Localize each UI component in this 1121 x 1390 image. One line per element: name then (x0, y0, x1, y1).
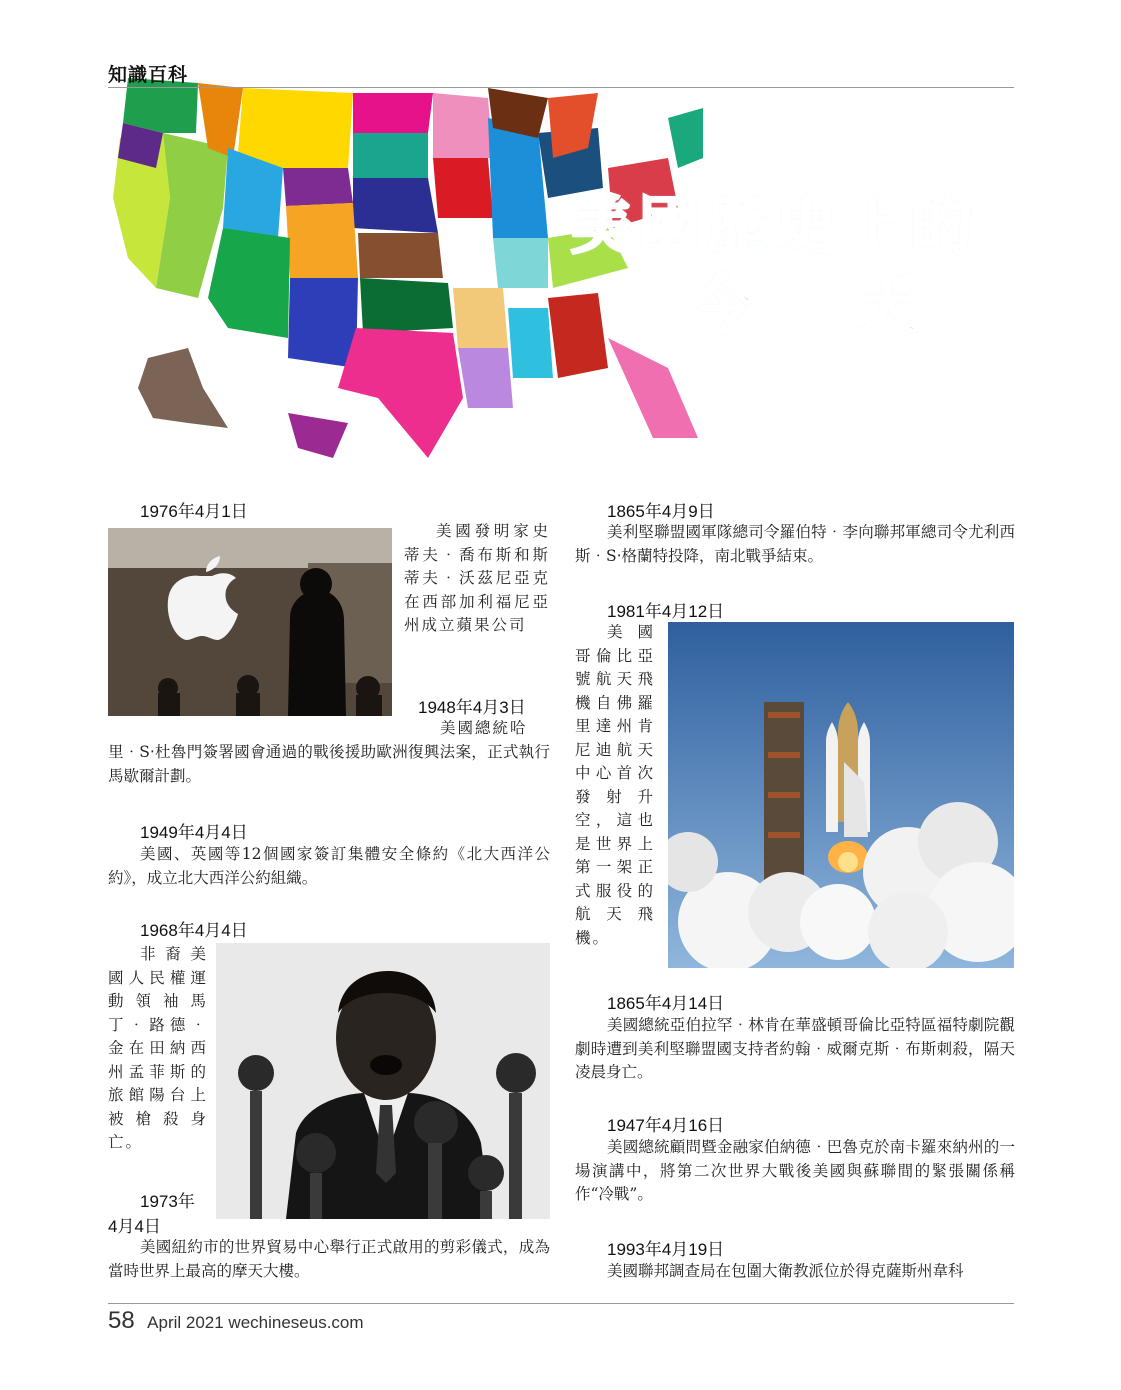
entry-date-1993: 1993年4月19日 (607, 1240, 725, 1259)
section-label: 知識百科 (108, 64, 189, 86)
footer-text: April 2021 wechineseus.com (147, 1313, 364, 1332)
entry-text-1993: 美國聯邦調查局在包圍大衛教派位於得克薩斯州韋科 (607, 1262, 964, 1280)
entry-date-1968: 1968年4月4日 (140, 921, 248, 940)
entry-text-1976: 美國發明家史蒂夫‧喬布斯和斯蒂夫‧沃茲尼亞克在西部加利福尼亞州成立蘋果公司 (404, 522, 550, 634)
apple-store-photo (108, 528, 392, 716)
entry-text-1981: 美國哥倫比亞號航天飛機自佛羅里達州肯尼迪航天中心首次發射升空，這也是世界上第一架正式服役的航天飛機。 (575, 623, 655, 947)
entry-date-1981: 1981年4月12日 (607, 602, 725, 621)
page-footer (108, 1307, 364, 1335)
entry-text-1973: 美國紐約市的世界貿易中心舉行正式啟用的剪彩儀式，成為當時世界上最高的摩天大樓。 (108, 1238, 550, 1280)
mlk-speech-photo (216, 943, 550, 1219)
entry-text-1947: 美國總統顧問暨金融家伯納德‧巴魯克於南卡羅來納州的一場演講中，將第二次世界大戰後美國與蘇聯間的緊張關係稱作“冷戰”。 (575, 1138, 1015, 1203)
entry-date-1865-apr14: 1865年4月14日 (607, 994, 725, 1013)
entry-date-1865-apr9: 1865年4月9日 (607, 502, 715, 521)
entry-text-1968: 非裔美國人民權運動領袖馬丁‧路德‧金在田納西州孟菲斯的旅館陽台上被槍殺身亡。 (108, 945, 208, 1151)
page-number: 58 (108, 1307, 135, 1334)
entry-text-1865-apr9: 美利堅聯盟國軍隊總司令羅伯特‧李向聯邦軍總司令尤利西斯‧S‧格蘭特投降，南北戰爭結束。 (575, 523, 1015, 565)
footer-divider (108, 1303, 1014, 1304)
entry-date-1947: 1947年4月16日 (607, 1116, 725, 1135)
entry-text-1948-b: 里‧S‧杜魯門簽署國會通過的戰後援助歐洲復興法案，正式執行馬歇爾計劃。 (108, 743, 550, 785)
entry-date-1949: 1949年4月4日 (140, 823, 248, 842)
entry-date-1948: 1948年4月3日 (418, 698, 526, 717)
entry-text-1865-apr14: 美國總統亞伯拉罕‧林肯在華盛頓哥倫比亞特區福特劇院觀劇時遭到美利堅聯盟國支持者約翰‧威爾克斯‧布斯刺殺，隔天凌晨身亡。 (575, 1016, 1015, 1081)
page-title-line2: 今 天 (690, 269, 961, 343)
entry-text-1949: 美國、英國等12個國家簽訂集體安全條約《北大西洋公約》，成立北大西洋公約組織。 (108, 845, 550, 887)
entry-text-1948-a: 美國總統哈 (440, 719, 528, 737)
entry-date-1976: 1976年4月1日 (140, 502, 248, 521)
entry-date-1973-a: 1973年 (140, 1192, 195, 1211)
header-divider (108, 87, 1014, 88)
space-shuttle-launch-photo (668, 622, 1014, 968)
entry-date-1973-b: 4月4日 (108, 1217, 161, 1236)
page-title-line1: 美國歷史上的 (571, 189, 980, 262)
